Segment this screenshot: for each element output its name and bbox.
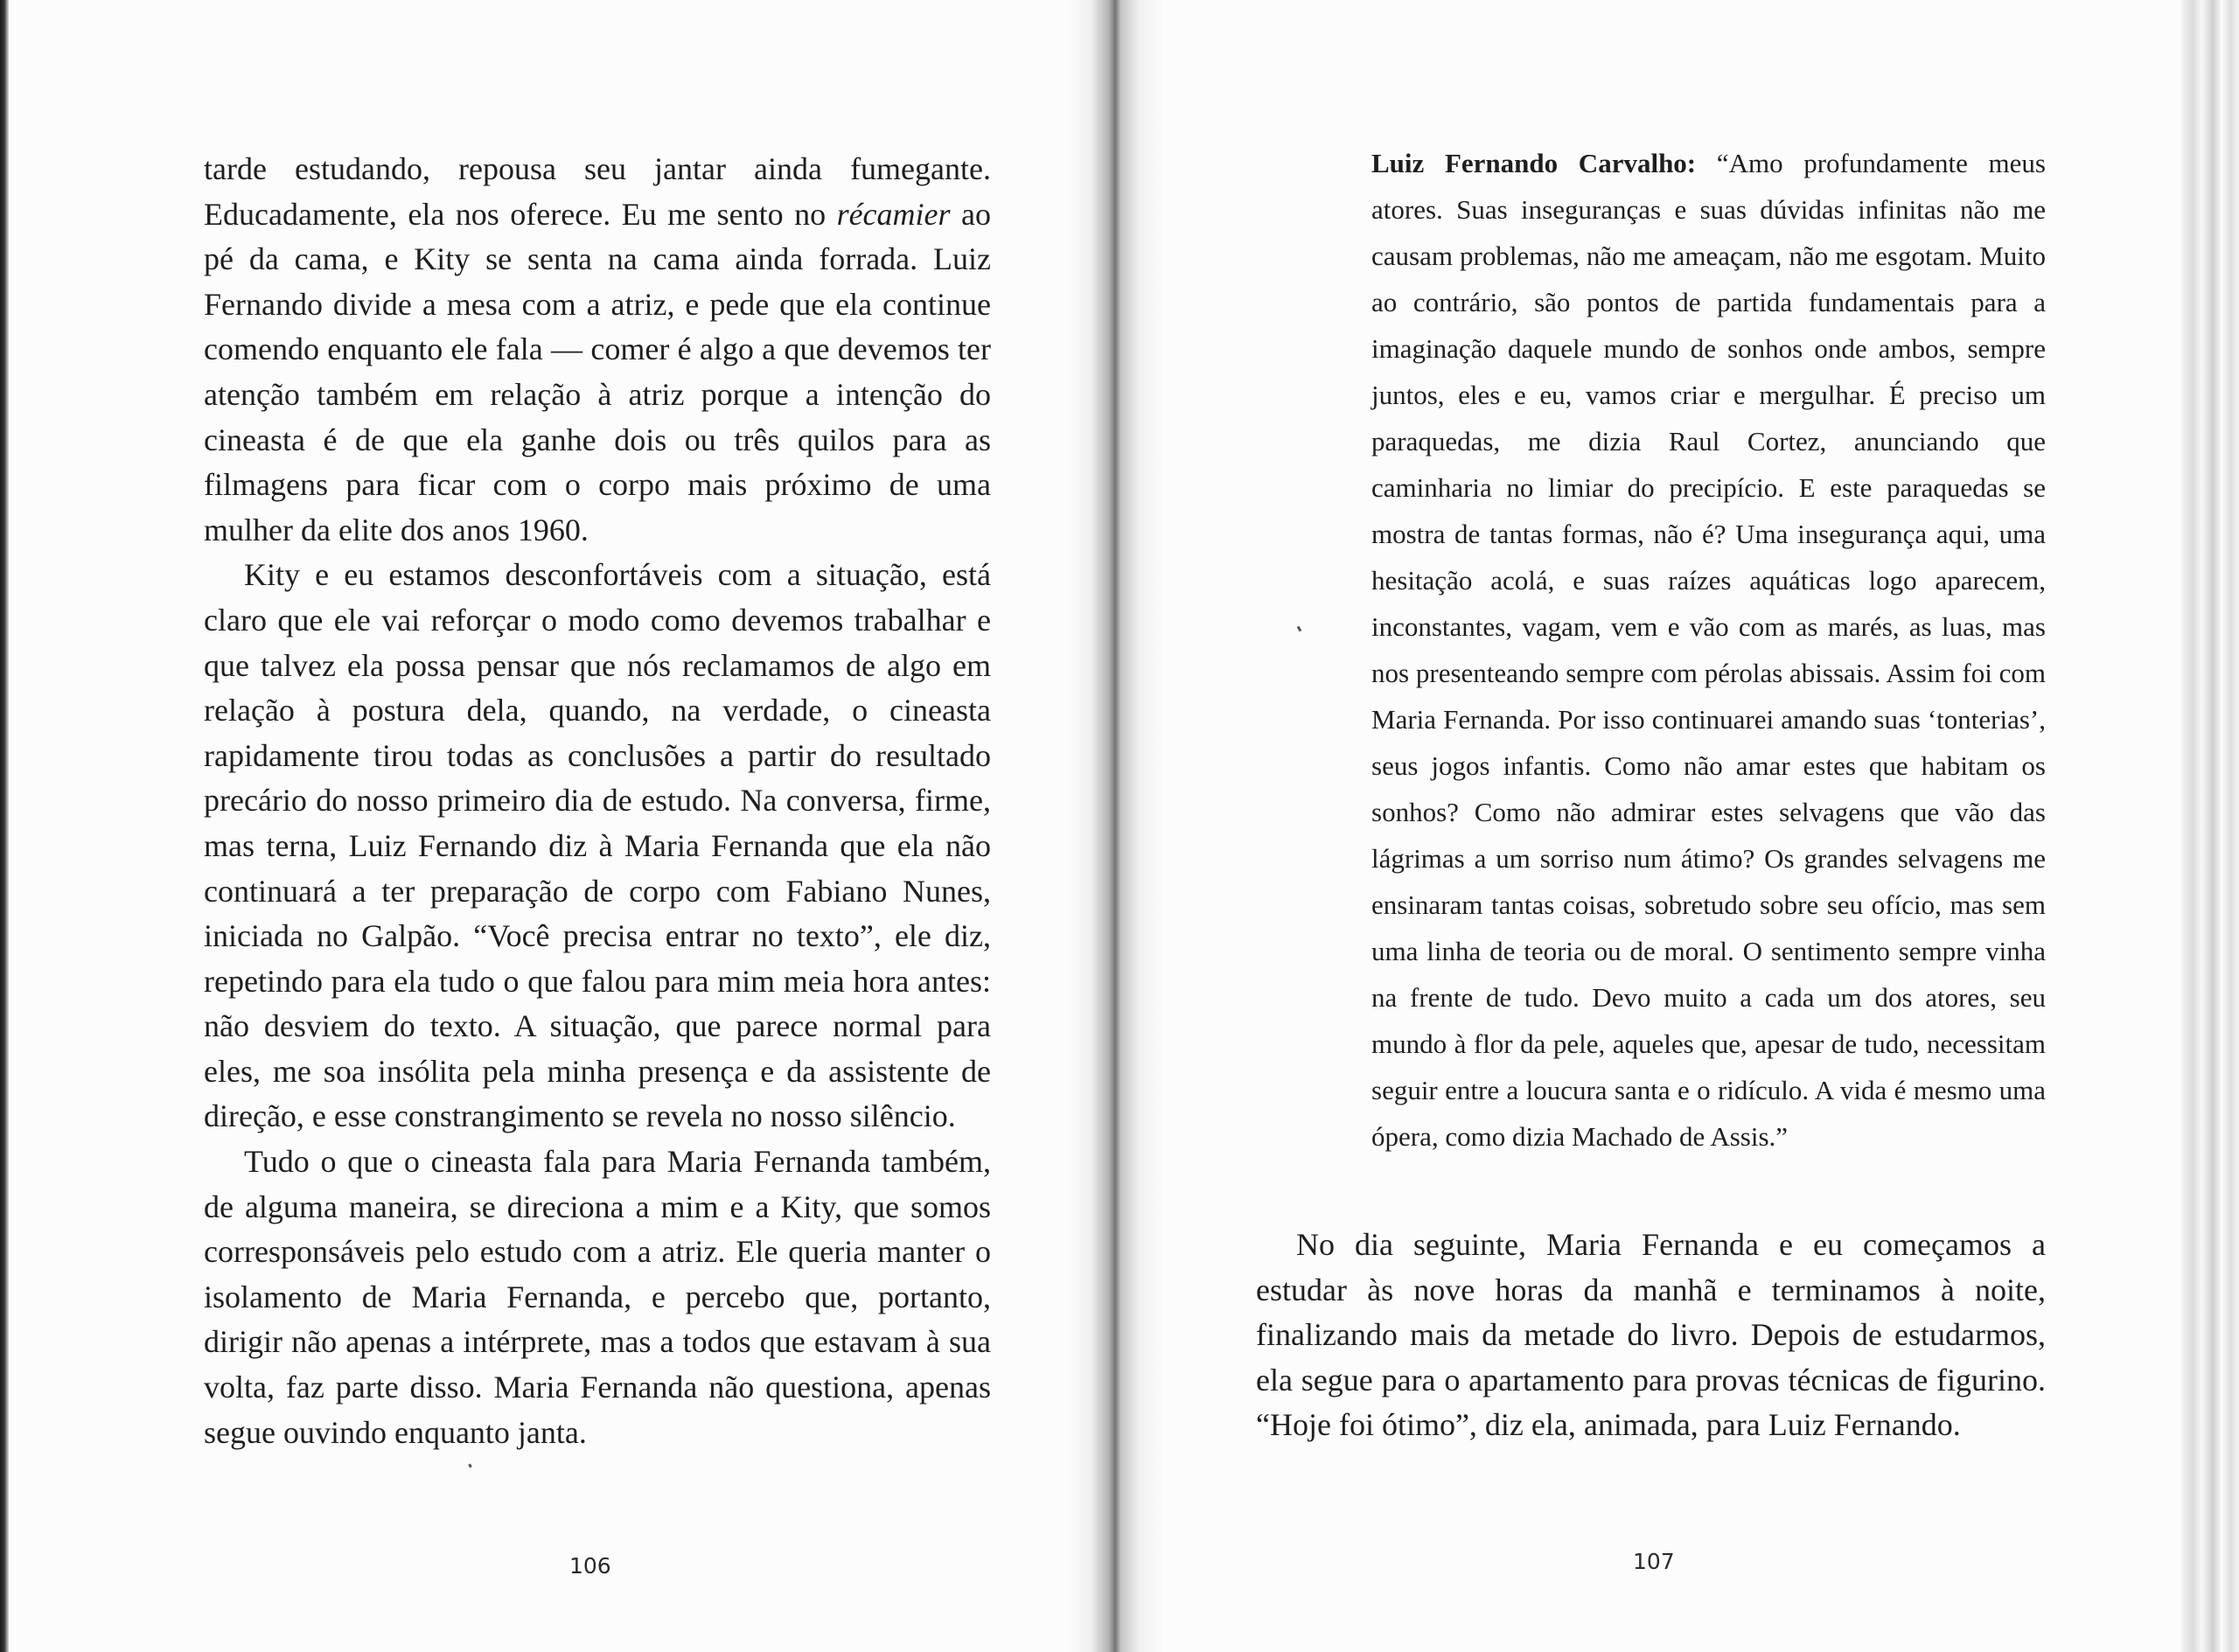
paragraph-body: No dia seguinte, Maria Fernanda e eu começamos a estudar às nove horas da manhã e terminamos à noite, finalizando mais da metade do livro. Depois de estudarmos, ela segue para o apartamento para provas técnicas de figurino. “Hoje foi ótimo”, diz ela, animada, para Luiz Fernando. (1256, 1227, 2046, 1443)
book-gutter (1067, 0, 1163, 1652)
paragraph-3: Tudo o que o cineasta fala para Maria Fernanda também, de alguma maneira, se direciona a mim e a Kity, que somos corresponsáveis pelo estudo com a atriz. Ele queria manter o isolamento de Maria Fernanda, e percebo que, portanto, dirigir não apenas a intérprete, mas a todos que estavam à sua volta, faz parte disso. Maria Fernanda não questiona, apenas segue ouvindo enquanto janta. (204, 1144, 991, 1450)
paragraph-2: Kity e eu estamos desconfortáveis com a situação, está claro que ele vai reforçar o modo como devemos trabalhar e que talvez ela possa pensar que nós reclamamos de algo em relação à postura dela, quando, na verdade, o cineasta rapidamente tirou todas as conclusões a partir do resultado precário do nosso primeiro dia de estudo. Na conversa, firme, mas terna, Luiz Fernando diz à Maria Fernanda que ela não continuará a ter preparação de corpo com Fabiano Nunes, iniciada no Galpão. “Você precisa entrar no texto”, ele diz, repetindo para ela tudo o que falou para mim meia hora antes: não desviem do texto. A situação, que parece normal para eles, me soa insólita pela minha presença e da assistente de direção, e esse constrangimento se revela no nosso silêncio. (204, 557, 991, 1134)
paragraph-1 (204, 147, 991, 553)
page-edges-right (2181, 0, 2239, 1652)
paragraph-1-start: tarde estudando, repousa seu jantar ainda fumegante. Educadamente, ela nos oferece. Eu me sento no (204, 151, 991, 232)
quote-text: “Amo profundamente meus atores. Suas inseguranças e suas dúvidas infinitas não me causam problemas, não me ameaçam, não me esgotam. Muito ao contrário, são pontos de partida fundamentais para a imaginação daquele mundo de sonhos onde ambos, sempre juntos, eles e eu, vamos criar e mergulhar. É preciso um paraquedas, me dizia Raul Cortez, anunciando que caminharia no limiar do precipício. E este paraquedas se mostra de tantas formas, não é? Uma insegurança aqui, uma hesitação acolá, e suas raízes aquáticas logo aparecem, inconstantes, vagam, vem e vão com as marés, as luas, mas nos presenteando sempre com pérolas abissais. Assim foi com Maria Fernanda. Por isso continuarei amando suas ‘tonterias’, seus jogos infantis. Como não amar estes que habitam os sonhos? Como não admirar estes selvagens que vão das lágrimas a um sorriso num átimo? Os grandes selvagens me ensinaram tantas coisas, sobretudo sobre seu ofício, mas sem uma linha de teoria ou de moral. O sentimento sempre vinha na frente de tudo. Devo muito a cada um dos atores, seu mundo à flor da pele, aqueles que, apesar de tudo, necessitam seguir entre a loucura santa e o ridículo. A vida é mesmo uma ópera, como dizia Machado de Assis.” (1371, 148, 2046, 1152)
right-page (1256, 140, 2046, 1448)
paper-speck (468, 1464, 472, 1468)
left-page (204, 147, 991, 1455)
page-number-right: 107 (1633, 1549, 1675, 1574)
book-edge-left (0, 0, 9, 1652)
paragraph-1-rest: ao pé da cama, e Kity se senta na cama ainda forrada. Luiz Fernando divide a mesa com a atriz, e pede que ela continue comendo enquanto ele fala — comer é algo a que devemos ter atenção também em relação à atriz porque a intenção do cineasta é de que ela ganhe dois ou três quilos para as filmagens para ficar com o corpo mais próximo de uma mulher da elite dos anos 1960. (204, 196, 991, 547)
block-quote (1371, 140, 2046, 1160)
italic-term: récamier (836, 196, 951, 232)
page-number-left: 106 (569, 1553, 611, 1579)
quote-speaker: Luiz Fernando Carvalho: (1371, 148, 1697, 178)
